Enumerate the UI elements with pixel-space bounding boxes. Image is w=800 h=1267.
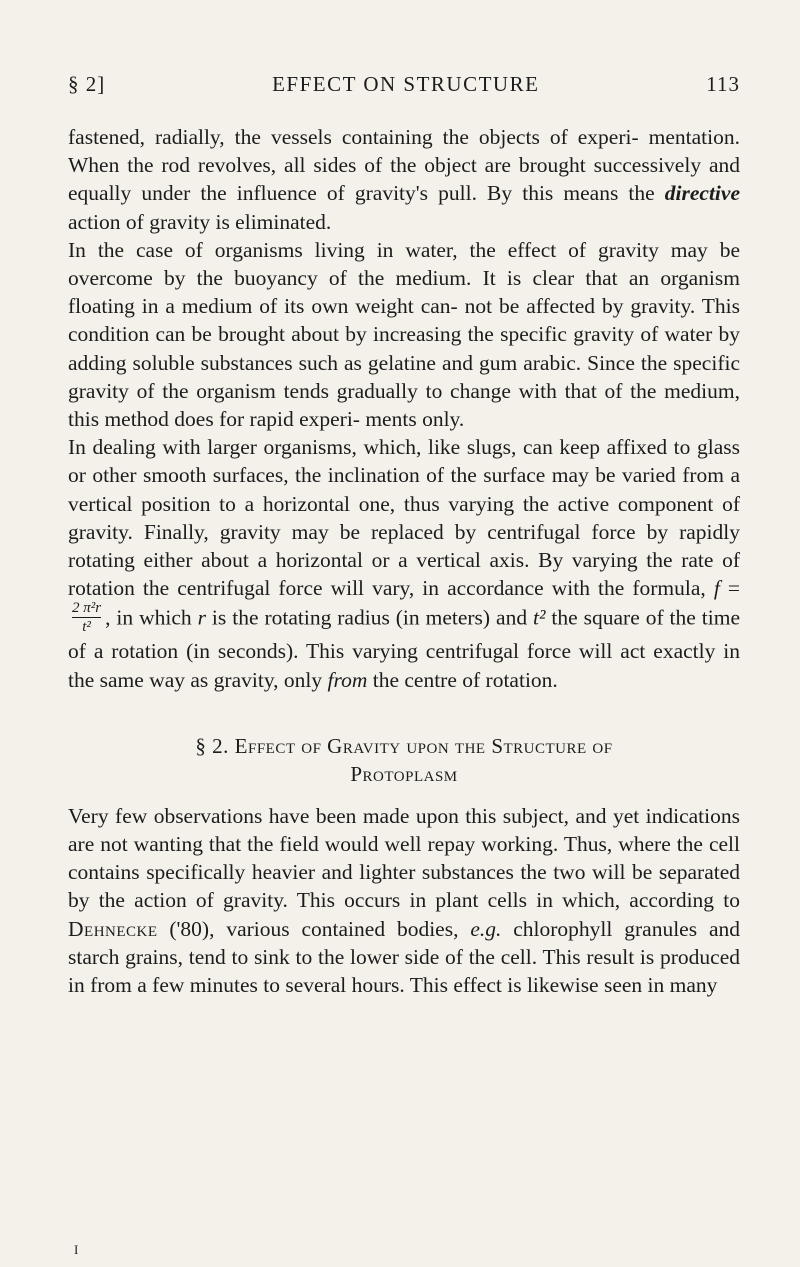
paragraph-3 [68, 433, 740, 694]
text: In dealing with larger organisms, which, like slugs, can keep affixed to glass or other smooth surfaces, the inclination of the surface may be varied from a vertical position to a horizontal one, thus varying the active component of gravity. Finally, gravity may be replaced by centrifugal force by rapidly rotating either about a horizontal or a vertical axis. By varying the rate of rotation the centrifugal force will vary, in accordance with the formula, [68, 435, 740, 601]
text: action of gravity is eliminated. [68, 209, 332, 234]
text: the square of the time of a rotation (in seconds). This varying centrifugal force will act exactly in the same way as gravity, only [68, 605, 740, 692]
fraction-bar [72, 617, 101, 618]
text: fastened, radially, the vessels containing the objects of experi- mentation. When the rod revolves, all sides of the object are brought successively and equally under the influence of gravity's pull. By this means the [68, 125, 740, 206]
numerator: 2 π²r [72, 600, 102, 617]
book-page [68, 72, 740, 999]
heading-line-2: Protoplasm [350, 761, 458, 786]
variable-t2: t² [533, 605, 546, 630]
text: , in which [105, 605, 198, 630]
variable-r: r [197, 605, 206, 630]
formula-symbol: f [713, 576, 720, 601]
equals: = [719, 576, 740, 601]
text: chlorophyll granules and starch grains, tend to sink to the lower side of the cell. This result is produced in from a few minutes to several hours. This effect is likewise seen in many [68, 916, 740, 998]
text: Very few observations have been made upon this subject, and yet indications are not wanting that the field would well repay working. Thus, where the cell contains specifically heavier and lighter substances the two will be separated by the action of gravity. This occurs in plant cells in which, according to [68, 803, 740, 913]
paragraph-4 [68, 802, 740, 999]
denominator: t² [82, 619, 91, 636]
paragraph-2: In the case of organisms living in water, the effect of gravity may be overcome by the buoyancy of the medium. It is clear that an organism floating in a medium of its own weight can- not be affected by gravity. This condition can be brought about by increasing the specific gravity of water by adding soluble substances such as gelatine and gum arabic. Since the specific gravity of the organism tends gradually to change with that of the medium, this method does for rapid experi- ments only. [68, 237, 740, 432]
emphasis: from [327, 667, 368, 692]
text: the centre of rotation. [367, 667, 558, 692]
heading-line-1: § 2. Effect of Gravity upon the Structure of [195, 733, 613, 758]
text: is the rotating radius (in meters) and [205, 605, 534, 630]
section-heading [68, 732, 740, 788]
formula-fraction [72, 600, 101, 635]
section-marker: § 2] [68, 72, 106, 96]
author-name: Dehnecke [68, 916, 158, 941]
text: ('80), various contained bodies, [157, 916, 471, 941]
running-title: EFFECT ON STRUCTURE [272, 72, 540, 96]
abbreviation: e.g. [470, 916, 502, 941]
emphasis: directive [664, 181, 740, 206]
page-number: 113 [706, 72, 740, 96]
paragraph-1 [68, 123, 740, 236]
running-head [68, 72, 740, 97]
signature-mark: I [74, 1242, 79, 1257]
